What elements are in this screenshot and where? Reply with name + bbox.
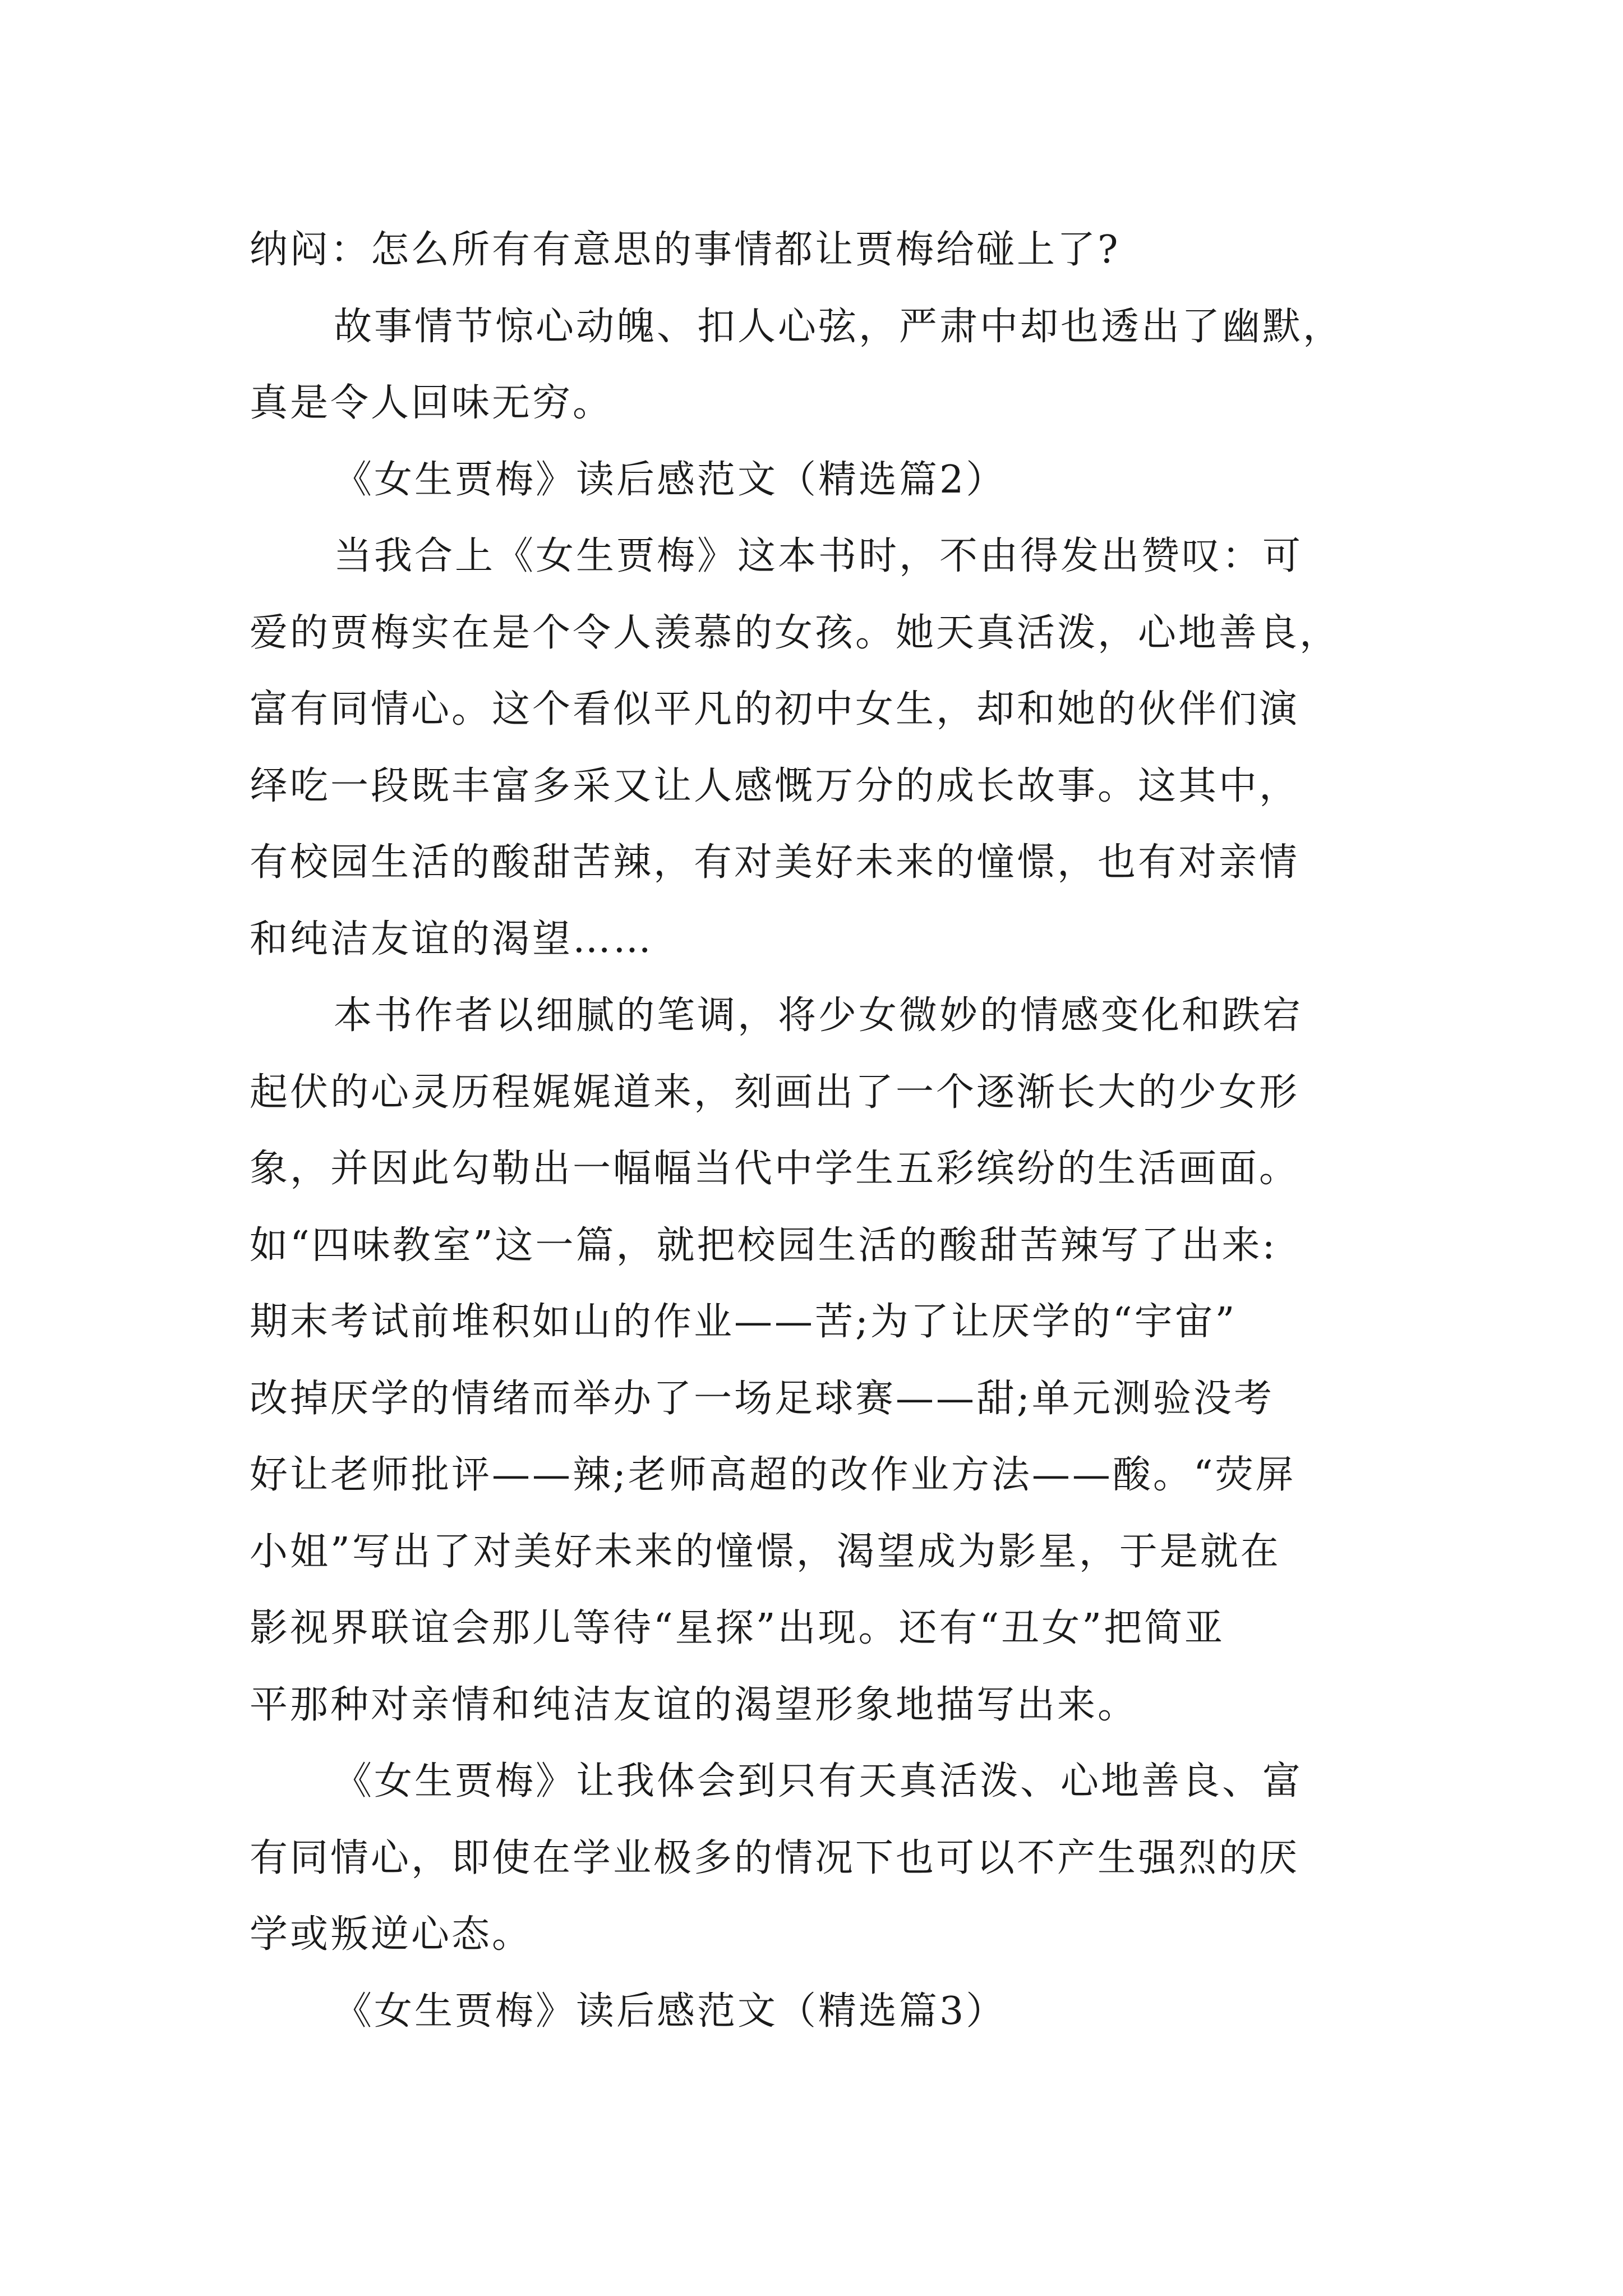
text-line: 象，并因此勾勒出一幅幅当代中学生五彩缤纷的生活画面。 xyxy=(250,1147,1300,1191)
document-body xyxy=(250,212,1385,2050)
text-line: 富有同情心。这个看似平凡的初中女生，却和她的伙伴们演 xyxy=(250,687,1300,731)
text-line: 期末考试前堆积如山的作业——苦;为了让厌学的“宇宙” xyxy=(250,1300,1237,1344)
text-line: 和纯洁友谊的渴望…… xyxy=(250,917,654,961)
text-line: 小姐”写出了对美好未来的憧憬，渴望成为影星，于是就在 xyxy=(250,1529,1281,1574)
text-line: 当我合上《女生贾梅》这本书时，不由得发出赞叹：可 xyxy=(334,534,1303,578)
text-line: 纳闷：怎么所有有意思的事情都让贾梅给碰上了? xyxy=(250,228,1121,272)
text-line: 起伏的心灵历程娓娓道来，刻画出了一个逐渐长大的少女形 xyxy=(250,1070,1300,1115)
text-line: 有同情心，即使在学业极多的情况下也可以不产生强烈的厌 xyxy=(250,1835,1300,1880)
text-line: 改掉厌学的情绪而举办了一场足球赛——甜;单元测验没考 xyxy=(250,1376,1274,1421)
text-line: 真是令人回味无穷。 xyxy=(250,381,614,425)
text-line: 学或叛逆心态。 xyxy=(250,1912,533,1957)
text-line: 平那种对亲情和纯洁友谊的渴望形象地描写出来。 xyxy=(250,1682,1138,1727)
section-heading: 《女生贾梅》读后感范文（精选篇2） xyxy=(334,457,1007,502)
text-line: 绎吃一段既丰富多采又让人感慨万分的成长故事。这其中， xyxy=(250,763,1300,808)
section-heading: 《女生贾梅》读后感范文（精选篇3） xyxy=(334,1989,1007,2033)
text-line: 爱的贾梅实在是个令人羡慕的女孩。她天真活泼，心地善良， xyxy=(250,610,1340,655)
text-line: 有校园生活的酸甜苦辣，有对美好未来的憧憬，也有对亲情 xyxy=(250,840,1300,885)
text-line: 如“四味教室”这一篇，就把校园生活的酸甜苦辣写了出来: xyxy=(250,1223,1278,1268)
text-line: 本书作者以细腻的笔调，将少女微妙的情感变化和跌宕 xyxy=(334,993,1303,1038)
text-line: 影视界联谊会那儿等待“星探”出现。还有“丑女”把简亚 xyxy=(250,1606,1225,1650)
text-line: 好让老师批评——辣;老师高超的改作业方法——酸。“荧屏 xyxy=(250,1453,1296,1497)
text-line: 故事情节惊心动魄、扣人心弦，严肃中却也透出了幽默， xyxy=(334,304,1344,349)
text-line: 《女生贾梅》让我体会到只有天真活泼、心地善良、富 xyxy=(334,1759,1303,1803)
